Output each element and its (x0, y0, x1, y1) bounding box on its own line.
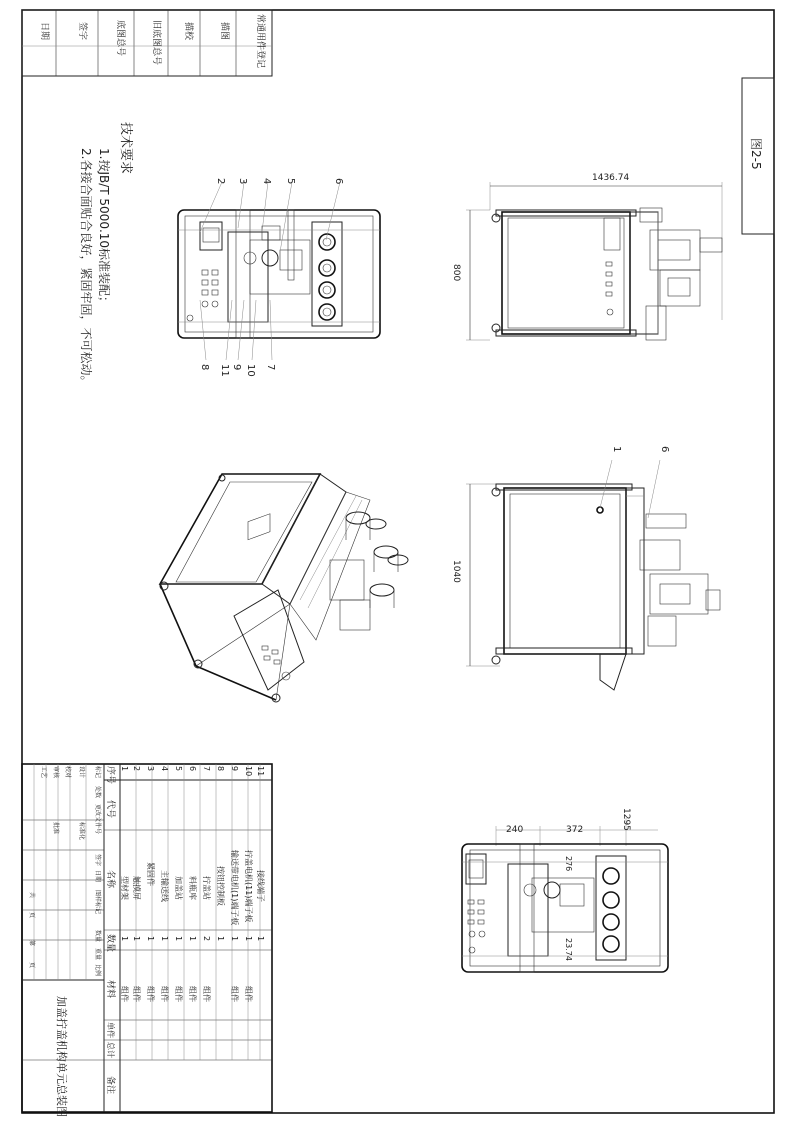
dim-plan-e: 276 (564, 856, 573, 872)
bom-no: 1 (120, 766, 129, 772)
balloon-top-4: 4 (261, 178, 272, 185)
reg-row-4: 底图总号 (115, 20, 125, 57)
bom-material: 组件 (146, 986, 155, 1002)
tb-cell-7: 审核 (52, 766, 59, 779)
bom-qty: 1 (132, 936, 141, 942)
reg-row-6: 日期 (39, 22, 49, 41)
bom-row-10 (244, 766, 254, 1002)
bom-material: 组件 (188, 986, 197, 1002)
bom-no: 6 (188, 766, 197, 772)
bom-qty: 1 (174, 936, 183, 942)
bom-no: 8 (216, 766, 225, 772)
dim-plan-c: 1295 (621, 808, 631, 831)
reg-row-2: 描校 (183, 22, 193, 41)
reg-row-1: 描图 (219, 22, 229, 41)
bom-row-4 (160, 766, 170, 1002)
bom-material: 组件 (244, 986, 253, 1002)
bom-h-no: 序号 (105, 766, 115, 785)
tech-item-2: 2.各接合面贴合良好，紧固牢固，不可松动。 (79, 148, 93, 388)
tech-item-1: 1.按JB/T 5000.10标准装配； (97, 148, 111, 309)
tb-cell-17: 第 (28, 940, 35, 947)
tb-cell-10: 批准 (52, 822, 59, 835)
bom-h-name: 名称 (105, 870, 115, 889)
bom-h-qty: 数量 (105, 934, 115, 953)
bom-no: 5 (174, 766, 183, 772)
dim-height-side: 1040 (451, 560, 461, 583)
tb-cell-14: 比例 (94, 964, 101, 977)
bom-no: 11 (256, 766, 265, 777)
bom-qty: 1 (160, 936, 169, 942)
reg-row-0: 常通用件登记 (255, 14, 265, 69)
tb-cell-16: 页 (28, 912, 35, 919)
tb-cell-13: 重量 (94, 948, 101, 961)
isometric-view (160, 474, 408, 702)
tb-cell-15: 共 (28, 892, 35, 899)
bom-material: 组件 (120, 986, 129, 1002)
dim-plan-b: 372 (566, 825, 584, 835)
tb-cell-5: 设计 (78, 766, 85, 779)
bom-name: 接线端子 (256, 870, 265, 902)
top-view (178, 182, 380, 360)
balloon-bot-11: 11 (219, 364, 230, 377)
bom-no: 10 (244, 766, 253, 777)
bom-qty: 1 (216, 936, 225, 942)
dim-plan-d: 23.74 (564, 938, 573, 961)
bom-name: 加盖站 (174, 876, 183, 900)
balloon-side-6: 6 (659, 446, 670, 453)
front-view (466, 182, 722, 340)
tb-cell-11: 图样标记 (94, 890, 101, 915)
bom-h-total: 总计 (106, 1042, 115, 1058)
balloon-top-2: 2 (215, 178, 226, 185)
bom-qty: 1 (256, 936, 265, 942)
bom-name: 触摸屏 (132, 876, 141, 900)
balloon-top-3: 3 (237, 178, 248, 185)
bom-no: 3 (146, 766, 155, 772)
bom-row-9 (230, 766, 240, 1002)
registration-block (22, 10, 272, 76)
tb-cell-9: 标准化 (78, 822, 85, 841)
bom-no: 2 (132, 766, 141, 772)
tb-cell-6: 校对 (64, 766, 71, 779)
tb-cell-3: 签字 (94, 854, 101, 867)
bom-row-1 (120, 766, 130, 1002)
tb-cell-8: 工艺 (40, 766, 47, 779)
reg-row-3: 旧底图总号 (151, 20, 161, 66)
dim-width: 1436.74 (592, 173, 630, 183)
balloon-top-6: 6 (333, 178, 344, 185)
bom-row-8 (216, 766, 226, 941)
bom-name: 按钮控制板 (216, 866, 225, 906)
dim-height-top: 800 (451, 264, 461, 282)
bom-name: 料瓶库 (188, 876, 197, 900)
tech-heading: 技术要求 (118, 122, 133, 175)
bom-name: 主输送线 (160, 870, 169, 902)
bom-qty: 1 (188, 936, 197, 942)
bom-h-code: 代号 (105, 800, 115, 819)
tb-cell-4: 日期 (94, 870, 101, 883)
bom-material: 组件 (230, 986, 239, 1002)
reg-row-5: 签字 (77, 22, 87, 41)
bom-rows (120, 766, 266, 1002)
title-block-labels (28, 766, 102, 976)
bom-name: 输送带电机(1)端子板 (230, 850, 239, 926)
dim-plan-a: 240 (506, 825, 524, 835)
bom-qty: 1 (230, 936, 239, 942)
balloon-bot-7: 7 (265, 364, 276, 371)
bom-qty: 1 (146, 936, 155, 942)
balloon-bot-10: 10 (245, 364, 256, 377)
bom-row-2 (132, 766, 142, 1002)
tech-requirements (79, 122, 134, 387)
balloon-bot-9: 9 (231, 364, 242, 371)
tb-cell-12: 数量 (94, 930, 101, 943)
tb-cell-1: 处数 (94, 786, 101, 799)
tb-cell-0: 标记 (94, 766, 101, 779)
side-view (466, 460, 720, 690)
bom-no: 7 (202, 766, 211, 772)
balloon-top-5: 5 (285, 178, 296, 185)
bom-no: 4 (160, 766, 169, 772)
bom-row-7 (202, 766, 212, 1002)
bom-name: 型材架 (120, 876, 129, 900)
figure-no: 图2-5 (749, 138, 763, 170)
bom-no: 9 (230, 766, 239, 772)
bom-name: 拧盖电机(11)端子板 (244, 850, 253, 923)
bom-h-material: 材料 (105, 980, 115, 999)
tb-cell-2: 更改文件号 (94, 804, 101, 835)
bom-material: 组件 (160, 986, 169, 1002)
bom-name: 紧固件 (146, 862, 155, 886)
bom-name: 拧盖站 (202, 876, 211, 900)
bom-row-11 (256, 766, 266, 941)
bom-material: 组件 (132, 986, 141, 1002)
bom-material: 组件 (202, 986, 211, 1002)
bom-h-note: 备注 (105, 1076, 115, 1095)
bom-material: 组件 (174, 986, 183, 1002)
drawing-title: 加盖拧盖机构单元总装图 (55, 996, 68, 1117)
balloon-bot-8: 8 (199, 364, 210, 371)
bom-qty: 2 (202, 936, 211, 942)
bom-row-5 (174, 766, 184, 1002)
bom-row-3 (146, 766, 156, 1002)
balloon-side-1: 1 (611, 446, 622, 453)
tb-cell-18: 页 (28, 962, 35, 969)
bom-qty: 1 (244, 936, 253, 942)
bom-row-6 (188, 766, 198, 1002)
bom-h-unit: 单件 (106, 1022, 115, 1038)
bom-qty: 1 (120, 936, 129, 942)
